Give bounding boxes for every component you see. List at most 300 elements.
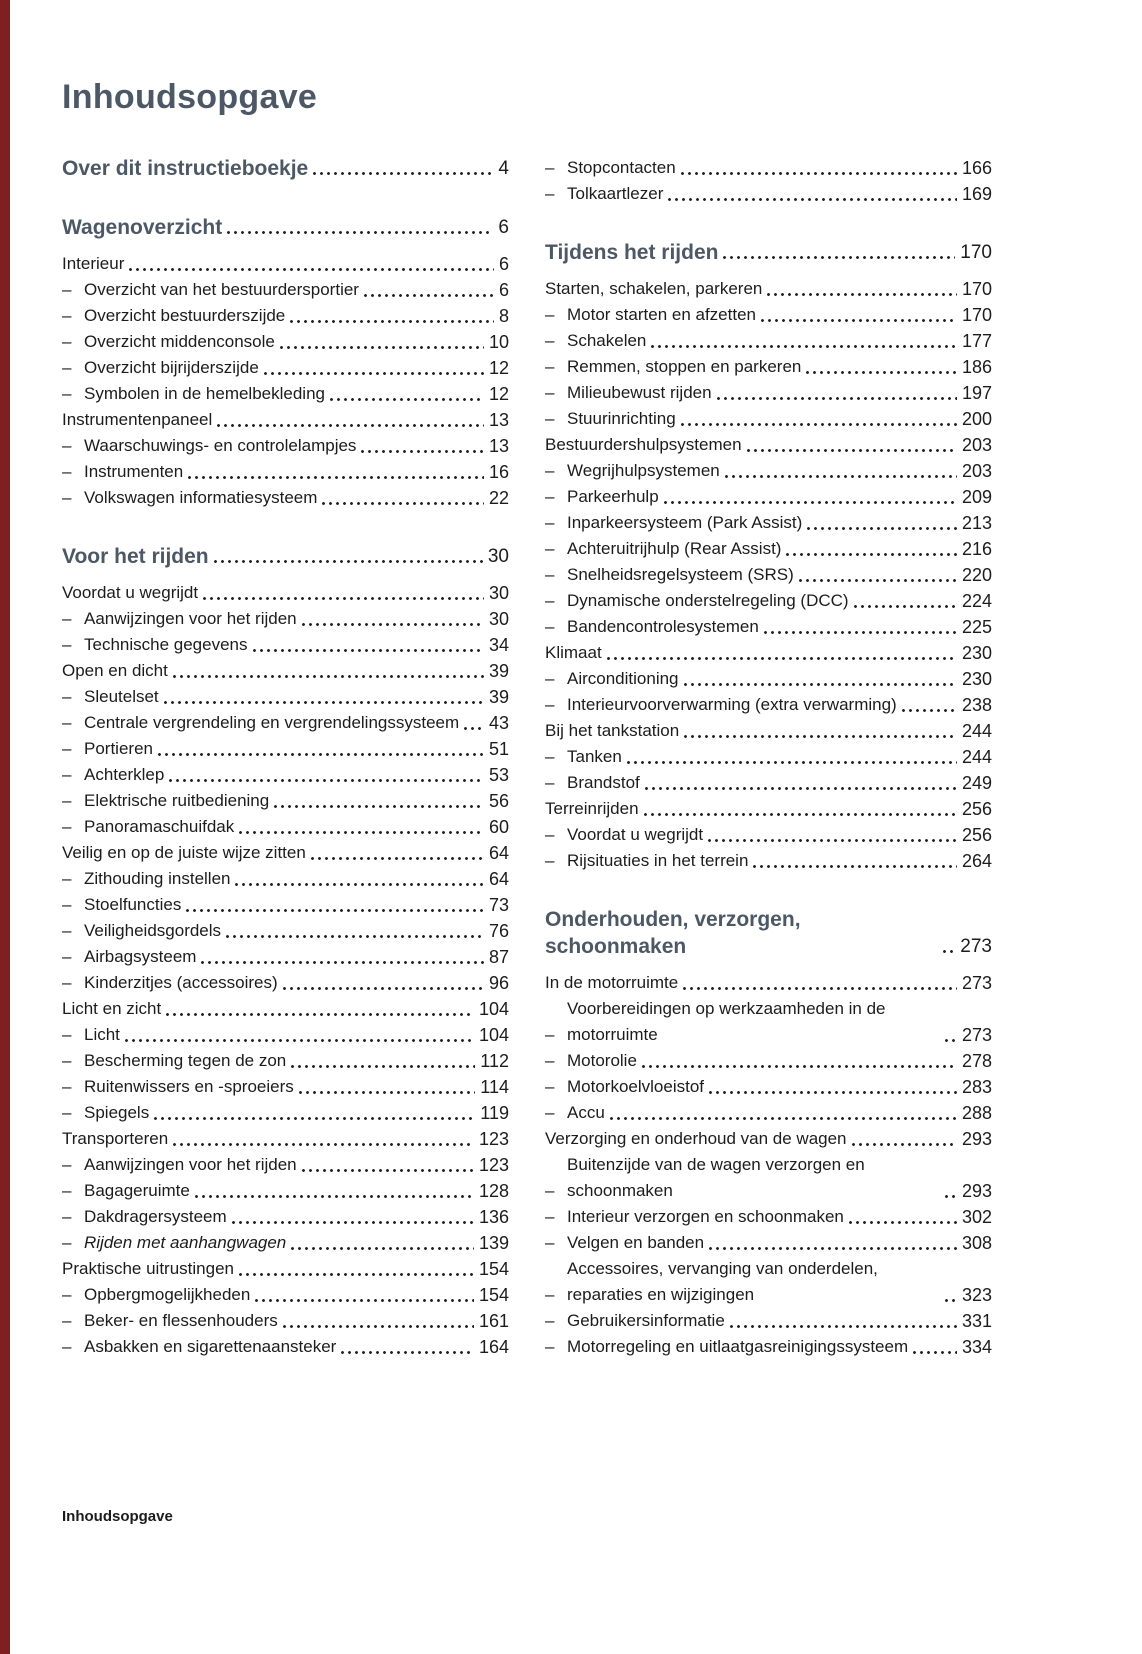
- toc-entry: [62, 329, 509, 355]
- page-number: 225: [961, 617, 992, 637]
- entry-label: Inparkeersysteem (Park Assist): [567, 513, 803, 532]
- toc-section-heading: [545, 906, 992, 960]
- toc-section: [62, 214, 509, 511]
- dot-leader: [709, 1091, 957, 1094]
- dot-leader: [330, 398, 484, 401]
- entry-label: Overzicht van het bestuurdersportier: [84, 280, 359, 299]
- toc-section: [62, 543, 509, 1360]
- page-number: 104: [478, 999, 509, 1019]
- dot-leader: [681, 423, 957, 426]
- toc-entry: [62, 892, 509, 918]
- toc-entry: [545, 744, 992, 770]
- toc-entry: [62, 684, 509, 710]
- page-number: 30: [488, 583, 509, 603]
- page-number: 154: [478, 1285, 509, 1305]
- dot-leader: [753, 865, 957, 868]
- toc-entry: [62, 658, 509, 684]
- dot-leader: [235, 883, 483, 886]
- dot-leader: [166, 1013, 474, 1016]
- page-number: 64: [488, 843, 509, 863]
- entry-label: Stuurinrichting: [567, 409, 676, 428]
- entry-dash: –: [545, 617, 555, 636]
- page-number: 39: [488, 687, 509, 707]
- dot-leader: [164, 701, 484, 704]
- entry-dash: –: [62, 462, 72, 481]
- dot-leader: [253, 649, 484, 652]
- dot-leader: [280, 346, 484, 349]
- dot-leader: [173, 1143, 474, 1146]
- dot-leader: [291, 1247, 474, 1250]
- entry-label: Voorbereidingen op werkzaamheden in de motorruimte: [567, 999, 886, 1044]
- entry-label: Brandstof: [567, 773, 640, 792]
- toc-entry: [545, 276, 992, 302]
- toc-entry: [545, 1100, 992, 1126]
- dot-leader: [683, 987, 957, 990]
- toc-section: [62, 155, 509, 182]
- entry-label: Elektrische ruitbediening: [84, 791, 270, 810]
- dot-leader: [799, 579, 957, 582]
- toc-entry: [62, 762, 509, 788]
- entry-label: Starten, schakelen, parkeren: [545, 279, 763, 298]
- toc-entry: [545, 692, 992, 718]
- dot-leader: [302, 623, 484, 626]
- entry-label: Spiegels: [84, 1103, 150, 1122]
- dot-leader: [645, 787, 957, 790]
- entry-dash: –: [545, 591, 555, 610]
- entry-label: Interieur: [62, 254, 125, 273]
- entry-dash: –: [62, 488, 72, 507]
- page-number: 293: [961, 1181, 992, 1201]
- page-number: 22: [488, 488, 509, 508]
- page-number: 4: [498, 158, 509, 179]
- page-number: 200: [961, 409, 992, 429]
- entry-dash: –: [545, 487, 555, 506]
- page-number: 278: [961, 1051, 992, 1071]
- entry-label: Aanwijzingen voor het rijden: [84, 609, 297, 628]
- entry-label: Centrale vergrendeling en vergrendelingssysteem: [84, 713, 460, 732]
- dot-leader: [203, 597, 484, 600]
- toc-entry: [62, 866, 509, 892]
- toc-section: [545, 155, 992, 207]
- page-number: 39: [488, 661, 509, 681]
- page-number: 302: [961, 1207, 992, 1227]
- entry-label: Praktische uitrustingen: [62, 1259, 234, 1278]
- entry-dash: –: [62, 973, 72, 992]
- toc-entry: [62, 736, 509, 762]
- page-number: 273: [961, 1025, 992, 1045]
- dot-leader: [154, 1117, 475, 1120]
- toc-entry: [545, 1230, 992, 1256]
- entry-dash: –: [545, 747, 555, 766]
- entry-dash: –: [545, 1181, 555, 1200]
- toc-entry: [62, 485, 509, 511]
- page-number: 51: [488, 739, 509, 759]
- dot-leader: [239, 831, 484, 834]
- entry-dash: –: [545, 565, 555, 584]
- entry-label: Interieurvoorverwarming (extra verwarming): [567, 695, 897, 714]
- dot-leader: [651, 345, 957, 348]
- entry-dash: –: [545, 184, 555, 203]
- toc-entry: [62, 1074, 509, 1100]
- toc-entry: [62, 251, 509, 277]
- toc-entry: [62, 580, 509, 606]
- entry-dash: –: [62, 869, 72, 888]
- entry-label: Motor starten en afzetten: [567, 305, 756, 324]
- dot-leader: [681, 172, 957, 175]
- toc-entry: [62, 1048, 509, 1074]
- dot-leader: [322, 502, 484, 505]
- toc-section-heading: [62, 155, 509, 182]
- content-area: [62, 78, 992, 1360]
- entry-dash: –: [62, 1077, 72, 1096]
- toc-entry: [62, 788, 509, 814]
- dot-leader: [313, 172, 493, 175]
- entry-dash: –: [545, 1285, 555, 1304]
- entry-label: Parkeerhulp: [567, 487, 659, 506]
- entry-label: Licht: [84, 1025, 120, 1044]
- dot-leader: [849, 1221, 957, 1224]
- toc-entry: [545, 1126, 992, 1152]
- entry-label: Interieur verzorgen en schoonmaken: [567, 1207, 844, 1226]
- entry-dash: –: [545, 669, 555, 688]
- page-number: 249: [961, 773, 992, 793]
- toc-entry: [62, 970, 509, 996]
- toc-entry: [545, 666, 992, 692]
- entry-label: Wegrijhulpsystemen: [567, 461, 720, 480]
- page-number: 170: [961, 279, 992, 299]
- dot-leader: [291, 1065, 475, 1068]
- dot-leader: [607, 657, 957, 660]
- entry-dash: –: [62, 765, 72, 784]
- dot-leader: [806, 371, 957, 374]
- page-number: 161: [478, 1311, 509, 1331]
- entry-dash: –: [545, 825, 555, 844]
- toc-entry: [545, 1204, 992, 1230]
- dot-leader: [239, 1273, 474, 1276]
- toc-entry: [545, 1152, 992, 1204]
- entry-dash: –: [62, 713, 72, 732]
- entry-dash: –: [62, 1337, 72, 1356]
- page-number: 104: [478, 1025, 509, 1045]
- entry-dash: –: [545, 461, 555, 480]
- toc-entry: [545, 302, 992, 328]
- entry-label: Aanwijzingen voor het rijden: [84, 1155, 297, 1174]
- toc-entry: [62, 996, 509, 1022]
- entry-label: Schakelen: [567, 331, 647, 350]
- page-number: 136: [478, 1207, 509, 1227]
- entry-label: Overzicht bestuurderszijde: [84, 306, 286, 325]
- page-number: 213: [961, 513, 992, 533]
- dot-leader: [226, 935, 484, 938]
- entry-dash: –: [62, 1103, 72, 1122]
- entry-label: Overzicht middenconsole: [84, 332, 275, 351]
- page-footer: Inhoudsopgave: [62, 1508, 173, 1525]
- entry-label: Rijsituaties in het terrein: [567, 851, 749, 870]
- toc-entry: [545, 432, 992, 458]
- dot-leader: [364, 294, 494, 297]
- accent-bar: [0, 0, 10, 1654]
- entry-label: Voordat u wegrijdt: [62, 583, 199, 602]
- entry-label: Portieren: [84, 739, 153, 758]
- entry-label: Achteruitrijhulp (Rear Assist): [567, 539, 782, 558]
- entry-dash: –: [545, 513, 555, 532]
- dot-leader: [913, 1351, 957, 1354]
- entry-label: Kinderzitjes (accessoires): [84, 973, 278, 992]
- dot-leader: [644, 813, 957, 816]
- page-number: 96: [488, 973, 509, 993]
- toc-entry: [545, 848, 992, 874]
- toc-entry: [62, 1334, 509, 1360]
- toc-section: [545, 906, 992, 1360]
- page-number: 112: [480, 1051, 509, 1071]
- page-number: 56: [488, 791, 509, 811]
- toc-entry: [62, 355, 509, 381]
- entry-dash: –: [62, 791, 72, 810]
- dot-leader: [201, 961, 484, 964]
- toc-entry: [62, 277, 509, 303]
- dot-leader: [902, 709, 957, 712]
- entry-label: Licht en zicht: [62, 999, 162, 1018]
- dot-leader: [214, 560, 483, 563]
- dot-leader: [943, 950, 955, 953]
- entry-label: Accessoires, vervanging van onderdelen, reparaties en wijzigingen: [567, 1259, 878, 1304]
- page-number: 264: [961, 851, 992, 871]
- page-number: 244: [961, 747, 992, 767]
- dot-leader: [361, 450, 484, 453]
- page-number: 283: [961, 1077, 992, 1097]
- entry-dash: –: [62, 1051, 72, 1070]
- dot-leader: [723, 256, 955, 259]
- page-number: 87: [488, 947, 509, 967]
- entry-label: Bescherming tegen de zon: [84, 1051, 287, 1070]
- entry-dash: –: [62, 635, 72, 654]
- toc-entry: [62, 433, 509, 459]
- toc-entry: [62, 1308, 509, 1334]
- toc-entry: [545, 588, 992, 614]
- page-number: 230: [961, 669, 992, 689]
- dot-leader: [299, 1091, 476, 1094]
- page-number: 30: [487, 546, 509, 567]
- entry-dash: –: [62, 739, 72, 758]
- entry-dash: –: [62, 947, 72, 966]
- entry-label: Bagageruimte: [84, 1181, 190, 1200]
- page-number: 16: [488, 462, 509, 482]
- toc-entry: [545, 770, 992, 796]
- page-number: 64: [488, 869, 509, 889]
- page-number: 30: [488, 609, 509, 629]
- entry-dash: –: [545, 331, 555, 350]
- toc-entry: [545, 562, 992, 588]
- entry-label: Remmen, stoppen en parkeren: [567, 357, 802, 376]
- entry-label: Symbolen in de hemelbekleding: [84, 384, 325, 403]
- toc-section-heading: [62, 214, 509, 241]
- entry-label: Volkswagen informatiesysteem: [84, 488, 318, 507]
- entry-label: Tolkaartlezer: [567, 184, 664, 203]
- entry-label: Airbagsysteem: [84, 947, 197, 966]
- dot-leader: [610, 1117, 957, 1120]
- dot-leader: [684, 735, 957, 738]
- section-title-text: Voor het rijden: [62, 545, 209, 568]
- page-number: 323: [961, 1285, 992, 1305]
- dot-leader: [283, 987, 484, 990]
- entry-dash: –: [62, 358, 72, 377]
- entry-dash: –: [545, 1207, 555, 1226]
- toc-entry: [545, 354, 992, 380]
- page-number: 197: [961, 383, 992, 403]
- dot-leader: [169, 779, 484, 782]
- entry-dash: –: [62, 1181, 72, 1200]
- entry-label: Airconditioning: [567, 669, 679, 688]
- toc-entry: [545, 822, 992, 848]
- dot-leader: [255, 1299, 474, 1302]
- toc-entry: [545, 970, 992, 996]
- page-number: 256: [961, 825, 992, 845]
- entry-dash: –: [545, 1103, 555, 1122]
- toc-entry: [62, 1152, 509, 1178]
- entry-label: Snelheidsregelsysteem (SRS): [567, 565, 794, 584]
- toc-section-heading: [62, 543, 509, 570]
- entry-label: Velgen en banden: [567, 1233, 705, 1252]
- page-number: 170: [961, 305, 992, 325]
- toc-entry: [545, 536, 992, 562]
- page-number: 273: [961, 973, 992, 993]
- entry-dash: –: [545, 1077, 555, 1096]
- entry-dash: –: [545, 1311, 555, 1330]
- entry-dash: –: [62, 436, 72, 455]
- entry-label: Zithouding instellen: [84, 869, 231, 888]
- page-number: 220: [961, 565, 992, 585]
- entry-dash: –: [62, 306, 72, 325]
- entry-label: Terreinrijden: [545, 799, 639, 818]
- toc-entry: [545, 996, 992, 1048]
- dot-leader: [173, 675, 484, 678]
- dot-leader: [264, 372, 484, 375]
- toc-entry: [545, 614, 992, 640]
- page-number: 6: [498, 254, 509, 274]
- dot-leader: [854, 605, 957, 608]
- toc-entry: [62, 381, 509, 407]
- toc-entry: [545, 796, 992, 822]
- entry-dash: –: [545, 773, 555, 792]
- dot-leader: [852, 1143, 957, 1146]
- entry-label: Instrumentenpaneel: [62, 410, 213, 429]
- dot-leader: [188, 476, 484, 479]
- entry-dash: –: [62, 1207, 72, 1226]
- section-title-text: Onderhouden, verzorgen, schoonmaken: [545, 908, 801, 958]
- dot-leader: [945, 1195, 957, 1198]
- entry-label: Achterklep: [84, 765, 165, 784]
- page-number: 334: [961, 1337, 992, 1357]
- toc-entry: [62, 407, 509, 433]
- entry-label: Overzicht bijrijderszijde: [84, 358, 259, 377]
- page-number: 154: [478, 1259, 509, 1279]
- dot-leader: [158, 753, 484, 756]
- toc-entry: [62, 1282, 509, 1308]
- entry-label: Klimaat: [545, 643, 602, 662]
- toc-entry: [545, 406, 992, 432]
- entry-dash: –: [545, 158, 555, 177]
- section-title-text: Tijdens het rijden: [545, 241, 719, 264]
- entry-dash: –: [62, 687, 72, 706]
- page-number: 76: [488, 921, 509, 941]
- dot-leader: [761, 319, 957, 322]
- entry-dash: –: [62, 1233, 72, 1252]
- toc-entry: [62, 944, 509, 970]
- toc-entry: [545, 510, 992, 536]
- dot-leader: [684, 683, 957, 686]
- page-number: 224: [961, 591, 992, 611]
- toc-entry: [545, 484, 992, 510]
- page-number: 12: [488, 384, 509, 404]
- entry-dash: –: [62, 332, 72, 351]
- entry-label: Milieubewust rijden: [567, 383, 712, 402]
- page-number: 6: [498, 280, 509, 300]
- entry-label: Voordat u wegrijdt: [567, 825, 704, 844]
- entry-label: Motorolie: [567, 1051, 637, 1070]
- dot-leader: [709, 1247, 957, 1250]
- entry-label: Veilig en op de juiste wijze zitten: [62, 843, 306, 862]
- dot-leader: [747, 449, 957, 452]
- entry-dash: –: [62, 1285, 72, 1304]
- toc-entry: [62, 459, 509, 485]
- page-number: 308: [961, 1233, 992, 1253]
- page-number: 8: [498, 306, 509, 326]
- page-number: 288: [961, 1103, 992, 1123]
- page-number: 238: [961, 695, 992, 715]
- page-number: 53: [488, 765, 509, 785]
- page-number: 331: [961, 1311, 992, 1331]
- page-number: 13: [488, 410, 509, 430]
- dot-leader: [807, 527, 957, 530]
- dot-leader: [274, 805, 484, 808]
- dot-leader: [217, 424, 484, 427]
- page-number: 12: [488, 358, 509, 378]
- section-title-text: Wagenoverzicht: [62, 216, 223, 239]
- entry-label: Verzorging en onderhoud van de wagen: [545, 1129, 847, 1148]
- dot-leader: [708, 839, 957, 842]
- entry-label: Motorkoelvloeistof: [567, 1077, 705, 1096]
- entry-label: Transporteren: [62, 1129, 169, 1148]
- entry-label: Sleutelset: [84, 687, 159, 706]
- toc-entry: [545, 380, 992, 406]
- toc-column-right: [545, 155, 992, 1360]
- dot-leader: [232, 1221, 474, 1224]
- page-number: 34: [488, 635, 509, 655]
- page-number: 203: [961, 435, 992, 455]
- entry-label: Tanken: [567, 747, 622, 766]
- toc-entry: [62, 303, 509, 329]
- entry-dash: –: [545, 1233, 555, 1252]
- toc-entry: [62, 1256, 509, 1282]
- entry-label: Technische gegevens: [84, 635, 248, 654]
- entry-dash: –: [62, 280, 72, 299]
- dot-leader: [664, 501, 957, 504]
- page-number: 177: [961, 331, 992, 351]
- entry-dash: –: [545, 695, 555, 714]
- page-number: 123: [478, 1129, 509, 1149]
- dot-leader: [129, 268, 494, 271]
- dot-leader: [730, 1325, 957, 1328]
- entry-label: Asbakken en sigarettenaansteker: [84, 1337, 337, 1356]
- page-number: 73: [488, 895, 509, 915]
- entry-label: Ruitenwissers en -sproeiers: [84, 1077, 294, 1096]
- toc-entry: [545, 458, 992, 484]
- dot-leader: [945, 1299, 957, 1302]
- toc-entry: [62, 1204, 509, 1230]
- entry-dash: –: [62, 1311, 72, 1330]
- dot-leader: [764, 631, 957, 634]
- page-number: 164: [478, 1337, 509, 1357]
